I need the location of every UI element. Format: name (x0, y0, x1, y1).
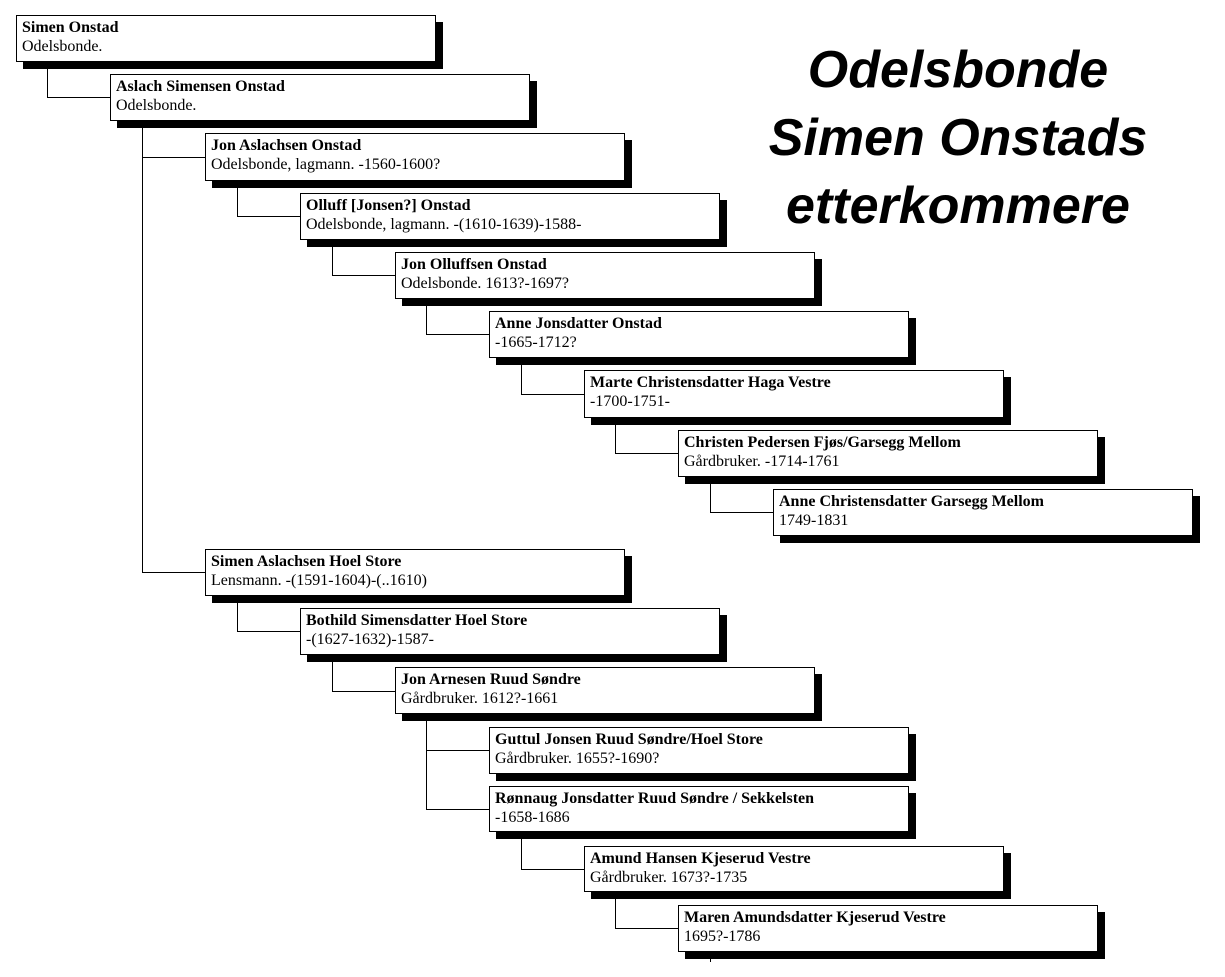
person-name: Aslach Simensen Onstad (116, 78, 285, 95)
connector-n2-n3 (143, 121, 206, 158)
connector-n6-n7 (522, 358, 585, 395)
connector-n3-n4 (238, 181, 301, 217)
person-desc: 1695?-1786 (684, 928, 761, 945)
person-desc: 1749-1831 (779, 512, 849, 529)
person-desc: Odelsbonde. 1613?-1697? (401, 275, 569, 292)
person-box-amund-hansen (584, 846, 1004, 892)
person-desc: Gårdbruker. 1655?-1690? (495, 750, 660, 767)
person-name: Amund Hansen Kjeserud Vestre (590, 850, 811, 867)
person-name: Simen Aslachsen Hoel Store (211, 553, 402, 570)
title-line-3: etterkommere (786, 177, 1130, 235)
person-desc: Gårdbruker. 1673?-1735 (590, 869, 748, 886)
person-box-anne-jonsdatter (489, 311, 909, 358)
connector-n10-n11 (238, 596, 301, 632)
person-name: Rønnaug Jonsdatter Ruud Søndre / Sekkelsten (495, 790, 815, 807)
connector-n12-n13 (427, 714, 490, 751)
person-box-simen-aslachsen (205, 549, 625, 596)
person-box-maren-amundsdatter (678, 905, 1098, 952)
connector-n8-n9 (711, 477, 774, 513)
connector-n7-n8 (616, 418, 679, 454)
person-name: Marte Christensdatter Haga Vestre (590, 374, 831, 391)
person-desc: -1665-1712? (495, 334, 577, 351)
person-desc: -1658-1686 (495, 809, 570, 826)
person-name: Bothild Simensdatter Hoel Store (306, 612, 528, 629)
person-box-guttul-jonsen (489, 727, 909, 774)
person-desc: Odelsbonde, lagmann. -(1610-1639)-1588- (306, 216, 582, 233)
person-box-jon-arnesen (395, 667, 815, 714)
person-box-aslach-simensen (110, 74, 530, 121)
person-name: Jon Aslachsen Onstad (211, 137, 362, 154)
title-line-2: Simen Onstads (768, 109, 1148, 167)
person-box-simen-onstad (16, 15, 436, 62)
connector-n1-n2 (48, 62, 111, 98)
person-box-ronnaug-jonsdatter (489, 786, 909, 832)
person-name: Anne Christensdatter Garsegg Mellom (779, 493, 1044, 510)
person-box-jon-olluffsen (395, 252, 815, 299)
person-name: Anne Jonsdatter Onstad (495, 315, 662, 332)
person-name: Jon Arnesen Ruud Søndre (401, 671, 581, 688)
person-box-jon-aslachsen (205, 133, 625, 181)
connector-n5-n6 (427, 299, 490, 335)
person-desc: Gårdbruker. 1612?-1661 (401, 690, 559, 707)
person-box-bothild-simensdatter (300, 608, 720, 655)
person-name: Maren Amundsdatter Kjeserud Vestre (684, 909, 946, 926)
connector-n15-n16 (616, 892, 679, 929)
person-box-marte-christensdatter (584, 370, 1004, 418)
person-desc: Gårdbruker. -1714-1761 (684, 453, 840, 470)
person-desc: Odelsbonde. (116, 97, 197, 114)
person-box-christen-pedersen (678, 430, 1098, 477)
person-name: Simen Onstad (22, 19, 119, 36)
person-desc: -1700-1751- (590, 393, 670, 410)
person-desc: Lensmann. -(1591-1604)-(..1610) (211, 572, 427, 589)
person-box-olluff-jonsen (300, 193, 720, 240)
person-name: Christen Pedersen Fjøs/Garsegg Mellom (684, 434, 961, 451)
connector-n11-n12 (333, 655, 396, 692)
connector-n2-n10 (143, 157, 206, 573)
title-line-1: Odelsbonde (807, 41, 1109, 99)
diagram-title (720, 36, 1196, 240)
connector-n4-n5 (333, 240, 396, 276)
person-name: Guttul Jonsen Ruud Søndre/Hoel Store (495, 731, 763, 748)
connector-n12-n14 (427, 750, 490, 810)
person-desc: -(1627-1632)-1587- (306, 631, 434, 648)
person-name: Jon Olluffsen Onstad (401, 256, 547, 273)
connector-n14-n15 (522, 832, 585, 870)
person-desc: Odelsbonde, lagmann. -1560-1600? (211, 156, 441, 173)
person-desc: Odelsbonde. (22, 38, 103, 55)
person-box-anne-christensdatter (773, 489, 1193, 536)
person-name: Olluff [Jonsen?] Onstad (306, 197, 471, 214)
